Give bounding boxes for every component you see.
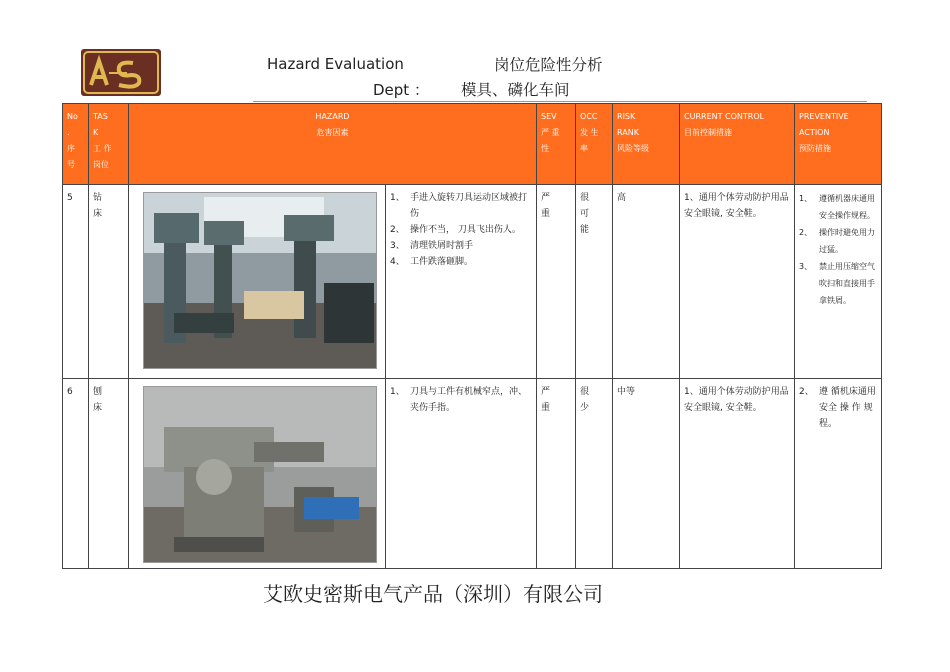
row-no: 5 bbox=[63, 185, 89, 379]
dept-value: 模具、磷化车间 bbox=[461, 81, 570, 99]
preventive-item: 2、 遵 循机床通用安全 操 作 规 程。 bbox=[799, 387, 876, 429]
shaper-photo bbox=[143, 386, 377, 563]
hazard-table bbox=[62, 103, 882, 569]
row-task: 钻 床 bbox=[89, 185, 129, 379]
row-task: 刨 床 bbox=[89, 379, 129, 569]
col-sev: SEV 严 重 性 bbox=[537, 104, 576, 185]
row-occ: 很 可 能 bbox=[576, 185, 613, 379]
col-control: CURRENT CONTROL 目前控制措施 bbox=[680, 104, 795, 185]
doc-title-cn: 岗位危险性分析 bbox=[494, 56, 603, 74]
hazard-item: 3、 清理铁屑时割手 bbox=[390, 241, 474, 251]
row-photo-cell bbox=[129, 379, 386, 569]
row-risk: 中等 bbox=[613, 379, 680, 569]
row-hazards bbox=[386, 185, 537, 379]
company-logo bbox=[81, 49, 161, 96]
row-photo-cell bbox=[129, 185, 386, 379]
hazard-item: 4、 工件跌落砸脚。 bbox=[390, 257, 474, 267]
row-risk: 高 bbox=[613, 185, 680, 379]
row-sev: 严 重 bbox=[537, 185, 576, 379]
company-name-footer: 艾欧史密斯电气产品（深圳）有限公司 bbox=[263, 582, 603, 606]
row-occ: 很 少 bbox=[576, 379, 613, 569]
table-row bbox=[63, 185, 882, 379]
table-header-row bbox=[63, 104, 882, 185]
preventive-item: 2、 操作时避免用力过猛。 bbox=[799, 228, 876, 254]
row-no: 6 bbox=[63, 379, 89, 569]
hazard-item: 1、 刀具与工件有机械窄点，冲、夹伤手指。 bbox=[390, 387, 528, 413]
preventive-item: 3、 禁止用压缩空气吹扫和直接用手拿铁屑。 bbox=[799, 262, 876, 305]
hazard-item: 1、 手进入旋转刀具运动区域被打伤 bbox=[390, 193, 528, 219]
row-sev: 严 重 bbox=[537, 379, 576, 569]
table-row bbox=[63, 379, 882, 569]
col-no: No . 序 号 bbox=[63, 104, 89, 185]
header-rule bbox=[253, 101, 867, 102]
hazard-item: 2、 操作不当， 刀具飞出伤人。 bbox=[390, 225, 521, 235]
preventive-item: 1、 遵循机器床通用安全操作规程。 bbox=[799, 194, 876, 220]
col-hazard: HAZARD 危害因素 bbox=[129, 104, 537, 185]
row-hazards bbox=[386, 379, 537, 569]
row-preventive bbox=[795, 185, 882, 379]
doc-title-en: Hazard Evaluation bbox=[267, 55, 404, 73]
dept-label: Dept ： bbox=[373, 81, 429, 99]
col-preventive: PREVENTIVE ACTION 预防措施 bbox=[795, 104, 882, 185]
drill-press-photo bbox=[143, 192, 377, 369]
company-logo-mark bbox=[81, 49, 161, 96]
row-control: 1、通用个体劳动防护用品安全眼镜, 安全鞋。 bbox=[680, 185, 795, 379]
col-occ: OCC 发 生 率 bbox=[576, 104, 613, 185]
col-risk: RISK RANK 风险等级 bbox=[613, 104, 680, 185]
row-control: 1、通用个体劳动防护用品安全眼镜, 安全鞋。 bbox=[680, 379, 795, 569]
row-preventive bbox=[795, 379, 882, 569]
col-task: TAS K 工 作 岗位 bbox=[89, 104, 129, 185]
